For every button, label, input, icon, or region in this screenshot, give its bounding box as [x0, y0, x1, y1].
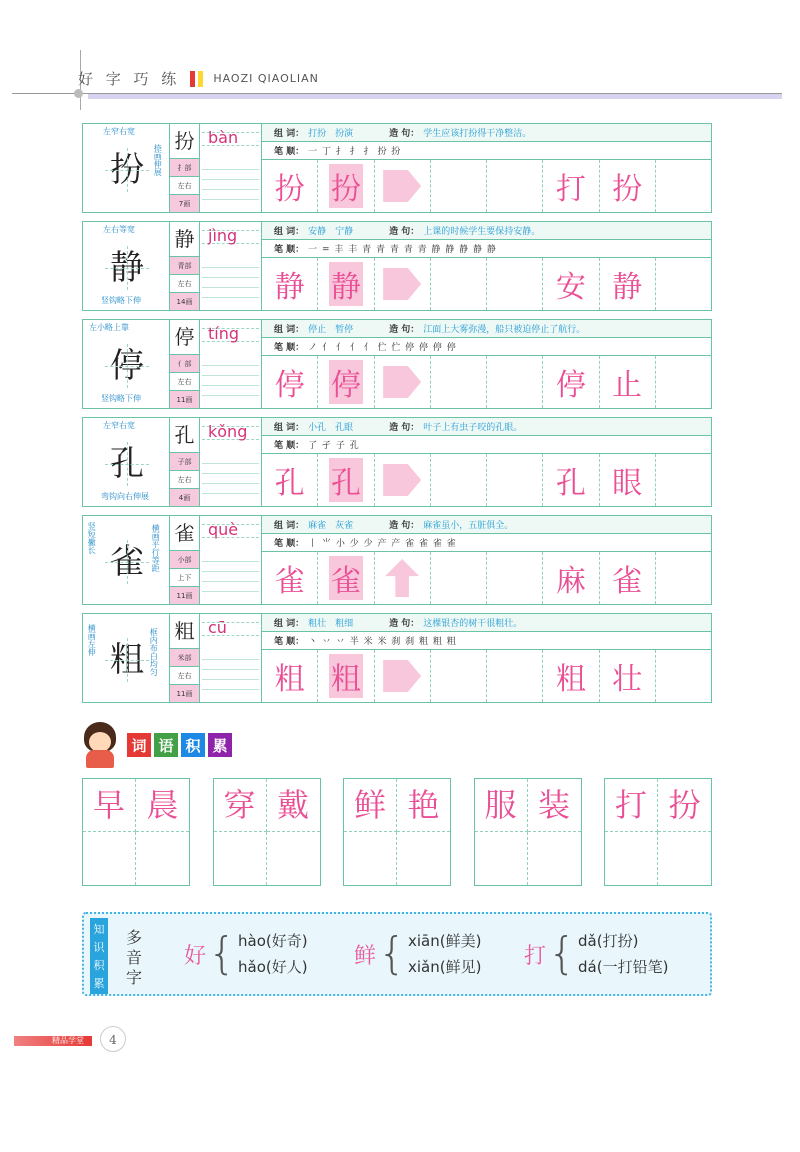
writing-lines [202, 454, 259, 502]
stroke-count: 11画 [170, 390, 199, 408]
header-dot [74, 89, 83, 98]
pinyin-box [200, 418, 262, 506]
practice-cell [600, 258, 656, 310]
bishun-label: 笔 顺： [274, 539, 305, 549]
char-info [170, 418, 200, 506]
structure: 左右 [170, 274, 199, 292]
structure: 左右 [170, 372, 199, 390]
vocab-word-box [82, 778, 190, 886]
vocab-cell: 晨 [136, 779, 189, 832]
note-primary: 左右等宽 [103, 225, 135, 234]
practice-cell [543, 160, 599, 212]
zuci-zaoju-row [262, 124, 711, 142]
zuci-label: 组 词： [274, 521, 305, 531]
practice-char: 雀 [274, 564, 305, 599]
radical: 扌部 [170, 158, 199, 176]
char-model-panel [83, 418, 170, 506]
bishun-label: 笔 顺： [274, 343, 305, 353]
zuci-zaoju-row [262, 614, 711, 632]
note-secondary: 竖钩略下伸 [101, 394, 141, 403]
note-secondary: 竖钩略下伸 [101, 296, 141, 305]
bishun-row [262, 436, 711, 454]
note-primary: 左窄右宽 [103, 127, 135, 136]
vocab-cell: 服 [475, 779, 528, 832]
vocab-cell [83, 832, 136, 885]
practice-char: 雀 [329, 556, 363, 600]
bishun-row [262, 142, 711, 160]
writing-lines [202, 258, 259, 306]
note-primary: 竖短撇长 [87, 522, 97, 554]
zaoju-value: 这棵银杏的树干很粗壮。 [423, 619, 523, 629]
vocab-cell [658, 832, 711, 885]
practice-cell [543, 650, 599, 702]
char-small: 孔 [174, 423, 195, 447]
pinyin-box [200, 614, 262, 702]
practice-cell [487, 650, 543, 702]
char-model-panel [83, 516, 170, 604]
zaoju-label: 造 句： [389, 423, 420, 433]
practice-cell [431, 650, 487, 702]
practice-cell [656, 454, 711, 506]
trace-arrow-icon [375, 160, 431, 212]
note-secondary: 捺画伸展 [153, 144, 163, 176]
char-info [170, 516, 200, 604]
stroke-count: 14画 [170, 292, 199, 310]
practice-char: 静 [329, 262, 363, 306]
char-info [170, 320, 200, 408]
model-char: 粗 [105, 638, 149, 682]
practice-cell [600, 552, 656, 604]
practice-char: 静 [612, 270, 643, 305]
model-char: 扮 [105, 148, 149, 192]
char-info [170, 222, 200, 310]
vocab-title-tile: 语 [154, 733, 178, 757]
structure: 左右 [170, 470, 199, 488]
zuci-zaoju-row [262, 418, 711, 436]
bishun-row [262, 632, 711, 650]
polyphone-title: 多音字 [126, 928, 143, 987]
pinyin-box [200, 516, 262, 604]
bishun-label: 笔 顺： [274, 441, 305, 451]
vocab-title-tile: 词 [127, 733, 151, 757]
knowledge-side-label [90, 918, 108, 994]
knowledge-side-char: 积 [93, 959, 105, 972]
char-card-2 [82, 319, 712, 409]
vocab-word-box [474, 778, 582, 886]
practice-cell [431, 552, 487, 604]
zuci-label: 组 词： [274, 325, 305, 335]
practice-char: 静 [274, 270, 305, 305]
char-details [262, 516, 711, 604]
zuci-label: 组 词： [274, 129, 305, 139]
bishun-value: 丨 ⺌ 小 少 少 产 产 雀 雀 雀 雀 [308, 539, 457, 549]
bishun-value: 丶 丷 丷 半 米 米 刹 刹 粗 粗 粗 [308, 637, 457, 647]
char-details [262, 124, 711, 212]
char-card-3 [82, 417, 712, 507]
practice-cell [431, 258, 487, 310]
vocab-cell: 扮 [658, 779, 711, 832]
practice-char: 止 [612, 368, 643, 403]
practice-char: 扮 [274, 172, 305, 207]
vocab-grid [82, 778, 712, 888]
vocab-cell: 穿 [214, 779, 267, 832]
practice-char: 孔 [274, 466, 305, 501]
char-card-1 [82, 221, 712, 311]
bishun-row [262, 338, 711, 356]
trace-arrow-icon [375, 356, 431, 408]
char-small: 粗 [174, 619, 195, 643]
knowledge-side-char: 识 [93, 941, 105, 954]
practice-char: 壮 [612, 662, 643, 697]
polyphone-reading: dá(一打铅笔) [578, 958, 669, 976]
knowledge-box [82, 912, 712, 996]
writing-lines [202, 160, 259, 208]
vocab-cell: 鲜 [344, 779, 397, 832]
practice-cell [543, 454, 599, 506]
vocab-word-box [213, 778, 321, 886]
model-char: 雀 [105, 540, 149, 584]
polyphone-item [184, 928, 308, 980]
practice-cell [600, 356, 656, 408]
page-number: 4 [100, 1026, 126, 1052]
stroke-count: 4画 [170, 488, 199, 506]
bishun-value: 一 丁 扌 扌 扌 扮 扮 [308, 147, 402, 157]
practice-cell [262, 356, 318, 408]
zuci-value: 小孔 孔眼 [308, 423, 354, 433]
model-char: 停 [105, 344, 149, 388]
zaoju-label: 造 句： [389, 325, 420, 335]
practice-cell [656, 552, 711, 604]
bishun-label: 笔 顺： [274, 245, 305, 255]
vocab-cell [344, 832, 397, 885]
practice-cell [600, 650, 656, 702]
polyphone-readings [408, 928, 481, 980]
pinyin: kǒng [208, 422, 248, 441]
char-details [262, 418, 711, 506]
char-card-0 [82, 123, 712, 213]
bishun-row [262, 240, 711, 258]
vocab-cell [214, 832, 267, 885]
char-model-panel [83, 124, 170, 212]
vocab-cell [397, 832, 450, 885]
note-secondary: 框内布白均匀 [149, 628, 159, 676]
practice-cell [318, 650, 374, 702]
trace-arrow-icon [375, 454, 431, 506]
char-small: 停 [174, 325, 195, 349]
char-model-panel [83, 614, 170, 702]
zaoju-value: 叶子上有虫子咬的孔眼。 [423, 423, 523, 433]
bishun-row [262, 534, 711, 552]
pinyin: cū [208, 618, 227, 637]
zaoju-value: 上课的时候学生要保持安静。 [423, 227, 541, 237]
stroke-count: 11画 [170, 586, 199, 604]
zaoju-label: 造 句： [389, 521, 420, 531]
practice-cell [487, 552, 543, 604]
bishun-value: 一 = 丰 丰 青 青 青 青 青 静 静 静 静 静 [308, 245, 497, 255]
pinyin-box [200, 124, 262, 212]
practice-grid [262, 454, 711, 506]
trace-arrow-icon [375, 258, 431, 310]
polyphone-char: 鲜 [354, 943, 377, 969]
radical: 米部 [170, 648, 199, 666]
pinyin-box [200, 320, 262, 408]
note-secondary: 横画平行等距 [151, 524, 161, 572]
practice-cell [656, 650, 711, 702]
zaoju-value: 学生应该打扮得干净整洁。 [423, 129, 532, 139]
zuci-zaoju-row [262, 320, 711, 338]
model-char: 静 [105, 246, 149, 290]
practice-char: 扮 [612, 172, 643, 207]
zuci-zaoju-row [262, 516, 711, 534]
practice-grid [262, 160, 711, 212]
zuci-value: 停止 暂停 [308, 325, 354, 335]
structure: 左右 [170, 666, 199, 684]
practice-cell [487, 454, 543, 506]
polyphone-reading: dǎ(打扮) [578, 932, 639, 950]
vocab-cell: 戴 [267, 779, 320, 832]
zuci-label: 组 词： [274, 619, 305, 629]
pinyin-box [200, 222, 262, 310]
practice-grid [262, 258, 711, 310]
practice-cell [262, 552, 318, 604]
structure: 上下 [170, 568, 199, 586]
vocab-cell [605, 832, 658, 885]
practice-char: 安 [555, 270, 586, 305]
vocab-title-tile: 积 [181, 733, 205, 757]
zuci-value: 打扮 扮演 [308, 129, 354, 139]
stroke-count: 11画 [170, 684, 199, 702]
char-small: 静 [174, 227, 195, 251]
practice-cell [656, 160, 711, 212]
zuci-label: 组 词： [274, 227, 305, 237]
practice-char: 停 [555, 368, 586, 403]
char-details [262, 222, 711, 310]
girl-icon [80, 722, 120, 768]
practice-cell [656, 356, 711, 408]
practice-grid [262, 356, 711, 408]
bishun-label: 笔 顺： [274, 637, 305, 647]
practice-cell [656, 258, 711, 310]
char-details [262, 320, 711, 408]
polyphone-readings [578, 928, 668, 980]
radical: 子部 [170, 452, 199, 470]
practice-cell [318, 454, 374, 506]
char-model-panel [83, 222, 170, 310]
char-details [262, 614, 711, 702]
radical: 小部 [170, 550, 199, 568]
zaoju-label: 造 句： [389, 227, 420, 237]
zuci-zaoju-row [262, 222, 711, 240]
zuci-value: 安静 宁静 [308, 227, 354, 237]
knowledge-side-char: 累 [93, 977, 105, 990]
practice-cell [487, 258, 543, 310]
vocab-heading [80, 722, 232, 768]
char-model-panel [83, 320, 170, 408]
vocab-word-box [343, 778, 451, 886]
practice-grid [262, 552, 711, 604]
page-header [78, 68, 319, 89]
radical: 青部 [170, 256, 199, 274]
practice-cell [431, 356, 487, 408]
zaoju-value: 麻雀虽小，五脏俱全。 [423, 521, 514, 531]
char-card-5 [82, 613, 712, 703]
header-title-en: HAOZI QIAOLIAN [213, 72, 319, 85]
zuci-label: 组 词： [274, 423, 305, 433]
vocab-cell: 装 [528, 779, 581, 832]
structure: 左右 [170, 176, 199, 194]
practice-cell [262, 650, 318, 702]
practice-char: 眼 [612, 466, 643, 501]
vocab-cell [267, 832, 320, 885]
zaoju-label: 造 句： [389, 619, 420, 629]
brace-icon: { [378, 928, 407, 979]
note-secondary: 弯钩向右伸展 [101, 492, 149, 501]
practice-cell [431, 160, 487, 212]
char-small: 雀 [174, 521, 195, 545]
vocab-cell: 打 [605, 779, 658, 832]
zaoju-label: 造 句： [389, 129, 420, 139]
knowledge-side-char: 知 [93, 923, 105, 936]
practice-char: 孔 [555, 466, 586, 501]
practice-cell [600, 160, 656, 212]
zaoju-value: 江面上大雾弥漫，船只被迫停止了航行。 [423, 325, 586, 335]
footer-tag-text: 精品学堂 [52, 1036, 84, 1045]
vocab-title-tile: 累 [208, 733, 232, 757]
practice-cell [600, 454, 656, 506]
practice-cell [318, 160, 374, 212]
vocab-cell [475, 832, 528, 885]
pinyin: jìng [208, 226, 238, 245]
brace-icon: { [548, 928, 577, 979]
polyphone-readings [238, 928, 308, 980]
practice-char: 雀 [612, 564, 643, 599]
pinyin: bàn [208, 128, 239, 147]
practice-cell [487, 356, 543, 408]
footer-tag [14, 1036, 92, 1046]
brace-icon: { [208, 928, 237, 979]
note-primary: 左窄右宽 [103, 421, 135, 430]
practice-cell [318, 552, 374, 604]
practice-cell [318, 258, 374, 310]
vocab-cell: 早 [83, 779, 136, 832]
writing-lines [202, 356, 259, 404]
practice-char: 停 [274, 368, 305, 403]
stroke-count: 7画 [170, 194, 199, 212]
vocab-cell [528, 832, 581, 885]
char-small: 扮 [174, 129, 195, 153]
header-bars [190, 71, 203, 87]
bishun-label: 笔 顺： [274, 147, 305, 157]
polyphone-reading: xiān(鲜美) [408, 932, 482, 950]
model-char: 孔 [105, 442, 149, 486]
practice-char: 粗 [555, 662, 586, 697]
practice-cell [543, 258, 599, 310]
char-info [170, 614, 200, 702]
polyphone-char: 好 [184, 943, 207, 969]
polyphone-item [524, 928, 668, 980]
header-band [88, 94, 782, 99]
pinyin: què [208, 520, 239, 539]
writing-lines [202, 650, 259, 698]
practice-char: 麻 [555, 564, 586, 599]
note-primary: 左小略上靠 [89, 323, 129, 332]
practice-cell [543, 356, 599, 408]
vocab-cell: 艳 [397, 779, 450, 832]
polyphone-char: 打 [524, 943, 547, 969]
practice-cell [262, 454, 318, 506]
radical: 亻部 [170, 354, 199, 372]
char-info [170, 124, 200, 212]
vocab-cell [136, 832, 189, 885]
practice-cell [543, 552, 599, 604]
practice-cell [431, 454, 487, 506]
vocab-word-box [604, 778, 712, 886]
polyphone-reading: xiǎn(鲜见) [408, 958, 482, 976]
char-card-4 [82, 515, 712, 605]
polyphone-item [354, 928, 481, 980]
pinyin: tíng [208, 324, 240, 343]
practice-char: 粗 [329, 654, 363, 698]
zuci-value: 粗壮 粗细 [308, 619, 354, 629]
polyphone-reading: hào(好奇) [238, 932, 308, 950]
practice-cell [262, 258, 318, 310]
bishun-value: 了 孑 子 孔 [308, 441, 360, 451]
practice-char: 孔 [329, 458, 363, 502]
trace-arrow-icon [375, 552, 431, 604]
practice-cell [318, 356, 374, 408]
practice-char: 扮 [329, 164, 363, 208]
header-title-cn: 好 字 巧 练 [78, 70, 181, 88]
practice-grid [262, 650, 711, 702]
zuci-value: 麻雀 灰雀 [308, 521, 354, 531]
note-primary: 横画左伸 [87, 624, 97, 656]
practice-char: 停 [329, 360, 363, 404]
bishun-value: ノ 亻 亻 亻 亻 伫 伫 停 停 停 停 [308, 343, 457, 353]
practice-cell [262, 160, 318, 212]
polyphone-reading: hǎo(好人) [238, 958, 308, 976]
practice-char: 打 [555, 172, 586, 207]
writing-lines [202, 552, 259, 600]
practice-char: 粗 [274, 662, 305, 697]
trace-arrow-icon [375, 650, 431, 702]
practice-cell [487, 160, 543, 212]
